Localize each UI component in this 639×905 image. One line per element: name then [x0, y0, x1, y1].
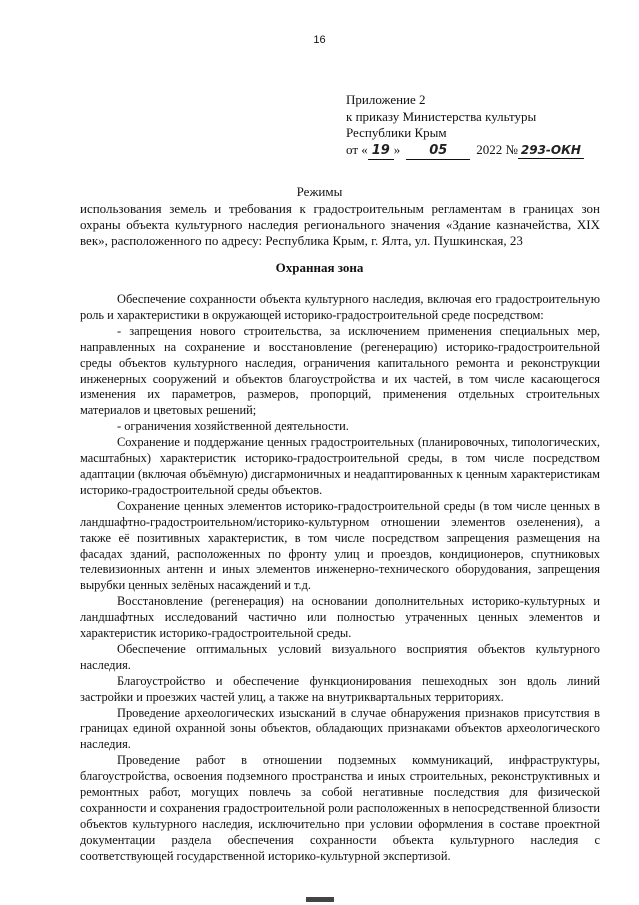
appendix-line-1: Приложение 2 [346, 92, 426, 107]
document-subtitle: использования земель и требования к градостроительным регламентам в границах зон охраны объекта культурного наследия регионального значения «Здание казначейства, XIX век», расположенного по адресу: Республика Крым, г. Ялта, ул. Пушкинская, 23 [80, 201, 600, 248]
appendix-line-3: Республики Крым [346, 125, 447, 140]
paragraph: Обеспечение оптимальных условий визуального восприятия объектов культурного наследия. [80, 641, 600, 672]
handwritten-month: 05 [406, 143, 470, 161]
appendix-line-2: к приказу Министерства культуры [346, 108, 537, 124]
section-heading: Охранная зона [275, 260, 364, 275]
paragraph: Сохранение и поддержание ценных градостроительных (планировочных, типологических, масштабных) характеристик историко-градостроительной среды, в том числе посредством адаптации (включая объёмную) дисгармоничных и неадаптированных к ценным характеристикам историко-градостроительной среды объектов. [80, 435, 600, 497]
appendix-header [346, 92, 584, 160]
body-text [80, 292, 600, 865]
date-mid: » [393, 141, 401, 157]
paragraph: Проведение работ в отношении подземных коммуникаций, инфраструктуры, благоустройства, освоения подземного пространства и иных строительных, реконструктивных и ремонтных работ, могущих повлечь за собой негативные последствия для физической сохранности и сохранения градостроительной роли расположенных в непосредственной близости объектов культурного наследия, исключительно при условии оформления в составе проектной документации раздела обеспечения сохранности объекта культурного наследия с соответствующей государственной историко-культурной экспертизой. [80, 753, 600, 863]
order-date-line [346, 142, 584, 161]
date-year: 2022 № [476, 141, 518, 157]
page-bottom-mark [306, 897, 334, 902]
paragraph: Сохранение ценных элементов историко-градостроительной среды (в том числе ценных в ландшафтно-градостроительном/историко-культурном отношении элементов озеленения), а также её позитивных характеристик, в том числе посредством запрещения размещения на фасадах зданий, расположенных по фронту улиц и проездов, кондиционеров, спутниковых телевизионных антенн и иных элементов инженерно-технического оборудования, запрещения вырубки ценных зелёных насаждений и т.д. [80, 498, 600, 593]
paragraph: Благоустройство и обеспечение функционирования пешеходных зон вдоль линий застройки и проезжих частей улиц, а также на внутриквартальных территориях. [80, 673, 600, 704]
list-item-construction-ban: - запрещения нового строительства, за исключением применения специальных мер, направленных на сохранение и восстановление (регенерацию) историко-градостроительной среды объектов культурного наследия, ограничения капитального ремонта и реконструкции инженерных сооружений и объектов благоустройства и их частей, в том числе касающегося изменения их параметров, размеров, пропорций, применения отдельных строительных материалов и цветовых решений; [80, 323, 600, 418]
page-number: 16 [313, 34, 326, 46]
paragraph: Проведение археологических изысканий в случае обнаружения признаков присутствия в границах единой охранной зоны объектов, обладающих признаками объектов археологического наследия. [80, 705, 600, 752]
list-item-economic-restriction: - ограничения хозяйственной деятельности. [117, 419, 349, 434]
paragraph: Восстановление (регенерация) на основании дополнительных историко-культурных и ландшафтных исследований частично или полностью утраченных ценных элементов и характеристик историко-градостроительной среды. [80, 594, 600, 641]
handwritten-day: 19 [368, 143, 394, 161]
document-title: Режимы [296, 184, 343, 199]
date-prefix: от « [346, 141, 368, 157]
paragraph-intro: Обеспечение сохранности объекта культурного наследия, включая его градостроительную роль и характеристики в окружающей историко-градостроительной среде посредством: [80, 292, 600, 322]
handwritten-order-number: 293-ОКН [518, 142, 584, 160]
